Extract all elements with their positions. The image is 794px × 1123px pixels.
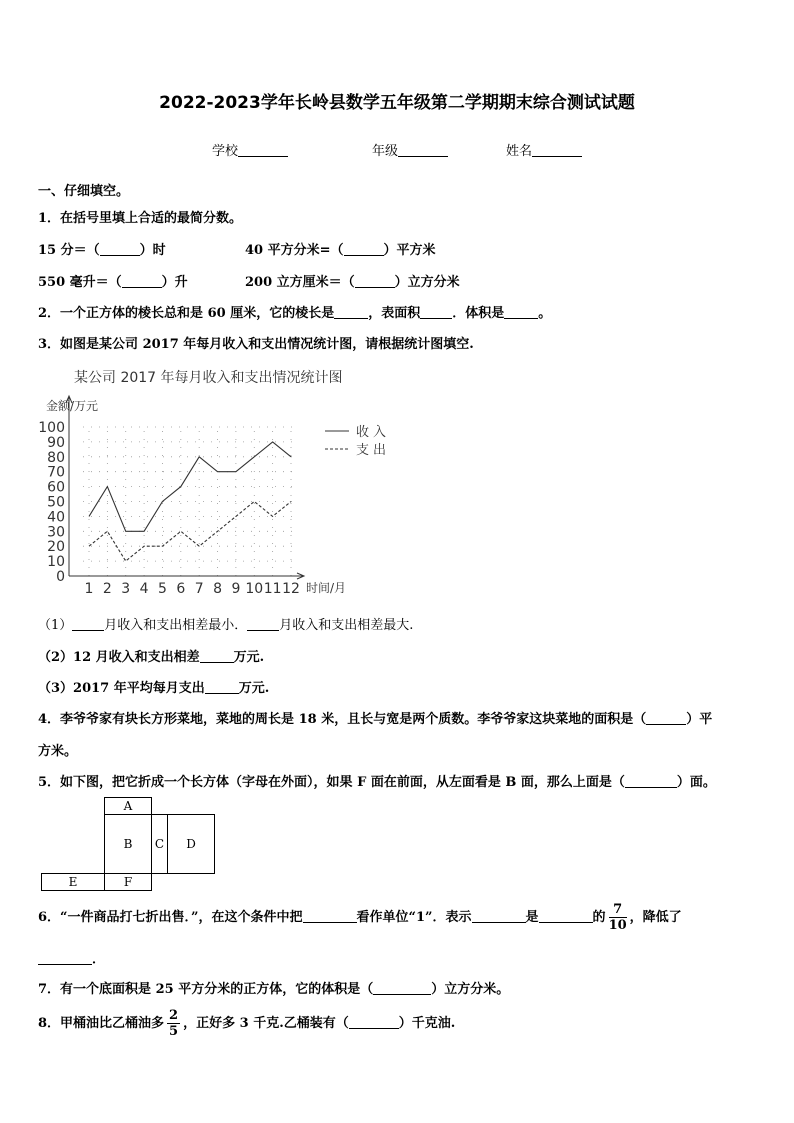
chart-x-tick-label: 11 bbox=[263, 581, 282, 597]
chart-legend-label: 收入 bbox=[356, 425, 391, 440]
school-blank[interactable] bbox=[238, 143, 288, 157]
chart-series-line-2 bbox=[89, 502, 291, 562]
grade-blank[interactable] bbox=[398, 143, 448, 157]
chart-y-tick-label: 80 bbox=[47, 449, 65, 466]
net-face-e: E bbox=[41, 873, 105, 891]
chart-x-axis-label: 时间/月 bbox=[306, 581, 347, 595]
chart-tick-labels bbox=[38, 420, 300, 597]
question-3-part-3: （3）2017 年平均每月支出 万元. bbox=[38, 681, 270, 696]
answer-blank[interactable] bbox=[100, 242, 140, 256]
question-1-stem: 1．在括号里填上合适的最简分数。 bbox=[38, 211, 243, 226]
chart-y-tick-label: 100 bbox=[38, 420, 65, 436]
page-title: 2022-2023学年长岭县数学五年级第二学期期末综合测试试题 bbox=[159, 93, 635, 113]
chart-x-tick-label: 9 bbox=[231, 581, 241, 597]
chart-y-axis-label: 金额/万元 bbox=[46, 399, 99, 413]
name-blank[interactable] bbox=[532, 143, 582, 157]
chart-y-tick-label: 10 bbox=[47, 554, 65, 571]
chart-x-tick-label: 8 bbox=[213, 581, 223, 597]
question-6: 6．“一件商品打七折出售．”，在这个条件中把 看作单位“1”．表示 是 的 $\frac{7}{10}$ ，降低了 bbox=[38, 902, 682, 933]
chart-x-tick-label: 6 bbox=[176, 581, 186, 597]
chart-y-tick-label: 30 bbox=[47, 524, 65, 541]
answer-blank[interactable] bbox=[539, 909, 593, 923]
answer-blank[interactable] bbox=[334, 305, 368, 319]
net-face-c: C bbox=[151, 814, 168, 874]
question-5: 5．如下图，把它折成一个长方体（字母在外面），如果 F 面在前面，从左面看是 B 面，那么上面是（ ）面。 bbox=[38, 775, 716, 790]
net-face-d: D bbox=[167, 814, 215, 874]
chart-y-tick-label: 70 bbox=[47, 464, 65, 481]
name-field: 姓名 bbox=[506, 140, 582, 159]
chart-y-tick-label: 50 bbox=[47, 494, 65, 511]
chart-series-line-1 bbox=[89, 442, 291, 531]
question-1a: 15 分＝（ ）时 bbox=[38, 243, 166, 258]
fraction-two-fifths: $\frac{2}{5}$ bbox=[169, 1008, 179, 1039]
question-6-cont: ． bbox=[38, 948, 105, 967]
answer-blank[interactable] bbox=[472, 909, 526, 923]
question-1c: 550 毫升＝（ ）升 bbox=[38, 275, 188, 290]
chart-legend-label: 支出 bbox=[356, 443, 391, 458]
net-face-a: A bbox=[104, 797, 152, 815]
chart-x-tick-label: 2 bbox=[102, 581, 112, 597]
question-8: 8．甲桶油比乙桶油多 $\frac{2}{5}$ ，正好多 3 千克.乙桶装有（ ）千克油. bbox=[38, 1008, 456, 1039]
answer-blank[interactable] bbox=[247, 617, 279, 631]
line-chart bbox=[36, 360, 396, 600]
chart-x-tick-label: 5 bbox=[157, 581, 167, 597]
answer-blank[interactable] bbox=[38, 951, 92, 965]
chart-x-tick-label: 1 bbox=[84, 581, 94, 597]
question-2: 2．一个正方体的棱长总和是 60 厘米，它的棱长是 ，表面积 ．体积是 。 bbox=[38, 306, 552, 321]
answer-blank[interactable] bbox=[504, 305, 538, 319]
chart-y-tick-label: 0 bbox=[56, 569, 65, 585]
grade-field: 年级 bbox=[372, 140, 448, 159]
question-3-part-2: （2）12 月收入和支出相差 万元. bbox=[38, 650, 265, 665]
chart-title: 某公司 2017 年每月收入和支出情况统计图 bbox=[74, 370, 343, 386]
chart-series bbox=[89, 442, 291, 561]
answer-blank[interactable] bbox=[122, 274, 162, 288]
chart-x-tick-label: 3 bbox=[121, 581, 131, 597]
question-1b: 40 平方分米=（ ）平方米 bbox=[245, 243, 436, 258]
chart-x-tick-label: 4 bbox=[139, 581, 149, 597]
question-3-part-1: （1） 月收入和支出相差最小． 月收入和支出相差最大. bbox=[38, 618, 414, 633]
answer-blank[interactable] bbox=[303, 909, 357, 923]
chart-y-tick-label: 40 bbox=[47, 509, 65, 526]
chart-y-tick-label: 60 bbox=[47, 479, 65, 496]
question-4: 4．李爷爷家有块长方形菜地，菜地的周长是 18 米，且长与宽是两个质数。李爷爷家这块菜地的面积是（ ）平 bbox=[38, 712, 713, 727]
chart-grid bbox=[83, 427, 294, 576]
fraction-seven-tenths: $\frac{7}{10}$ bbox=[608, 902, 627, 933]
chart-x-tick-label: 10 bbox=[245, 581, 264, 597]
answer-blank[interactable] bbox=[646, 711, 686, 725]
question-3-stem: 3．如图是某公司 2017 年每月收入和支出情况统计图，请根据统计图填空. bbox=[38, 337, 474, 352]
answer-blank[interactable] bbox=[200, 649, 234, 663]
chart-legend bbox=[325, 424, 390, 458]
chart-axes bbox=[66, 396, 304, 579]
answer-blank[interactable] bbox=[344, 242, 384, 256]
chart-x-tick-label: 7 bbox=[194, 581, 204, 597]
answer-blank[interactable] bbox=[373, 981, 431, 995]
chart-x-tick-label: 12 bbox=[282, 581, 300, 597]
school-field: 学校 bbox=[212, 140, 288, 159]
answer-blank[interactable] bbox=[420, 305, 452, 319]
answer-blank[interactable] bbox=[625, 774, 677, 788]
question-4-cont: 方米。 bbox=[38, 744, 78, 759]
question-1d: 200 立方厘米＝（ ）立方分米 bbox=[245, 275, 460, 290]
question-7: 7．有一个底面积是 25 平方分米的正方体，它的体积是（ ）立方分米。 bbox=[38, 982, 510, 997]
answer-blank[interactable] bbox=[72, 617, 104, 631]
answer-blank[interactable] bbox=[205, 680, 239, 694]
answer-blank[interactable] bbox=[355, 274, 395, 288]
answer-blank[interactable] bbox=[349, 1015, 399, 1029]
chart-y-tick-label: 20 bbox=[47, 539, 65, 556]
section-heading: 一、仔细填空。 bbox=[38, 184, 130, 199]
net-face-b: B bbox=[104, 814, 152, 874]
chart-y-tick-label: 90 bbox=[47, 434, 65, 451]
net-face-f: F bbox=[104, 873, 152, 891]
